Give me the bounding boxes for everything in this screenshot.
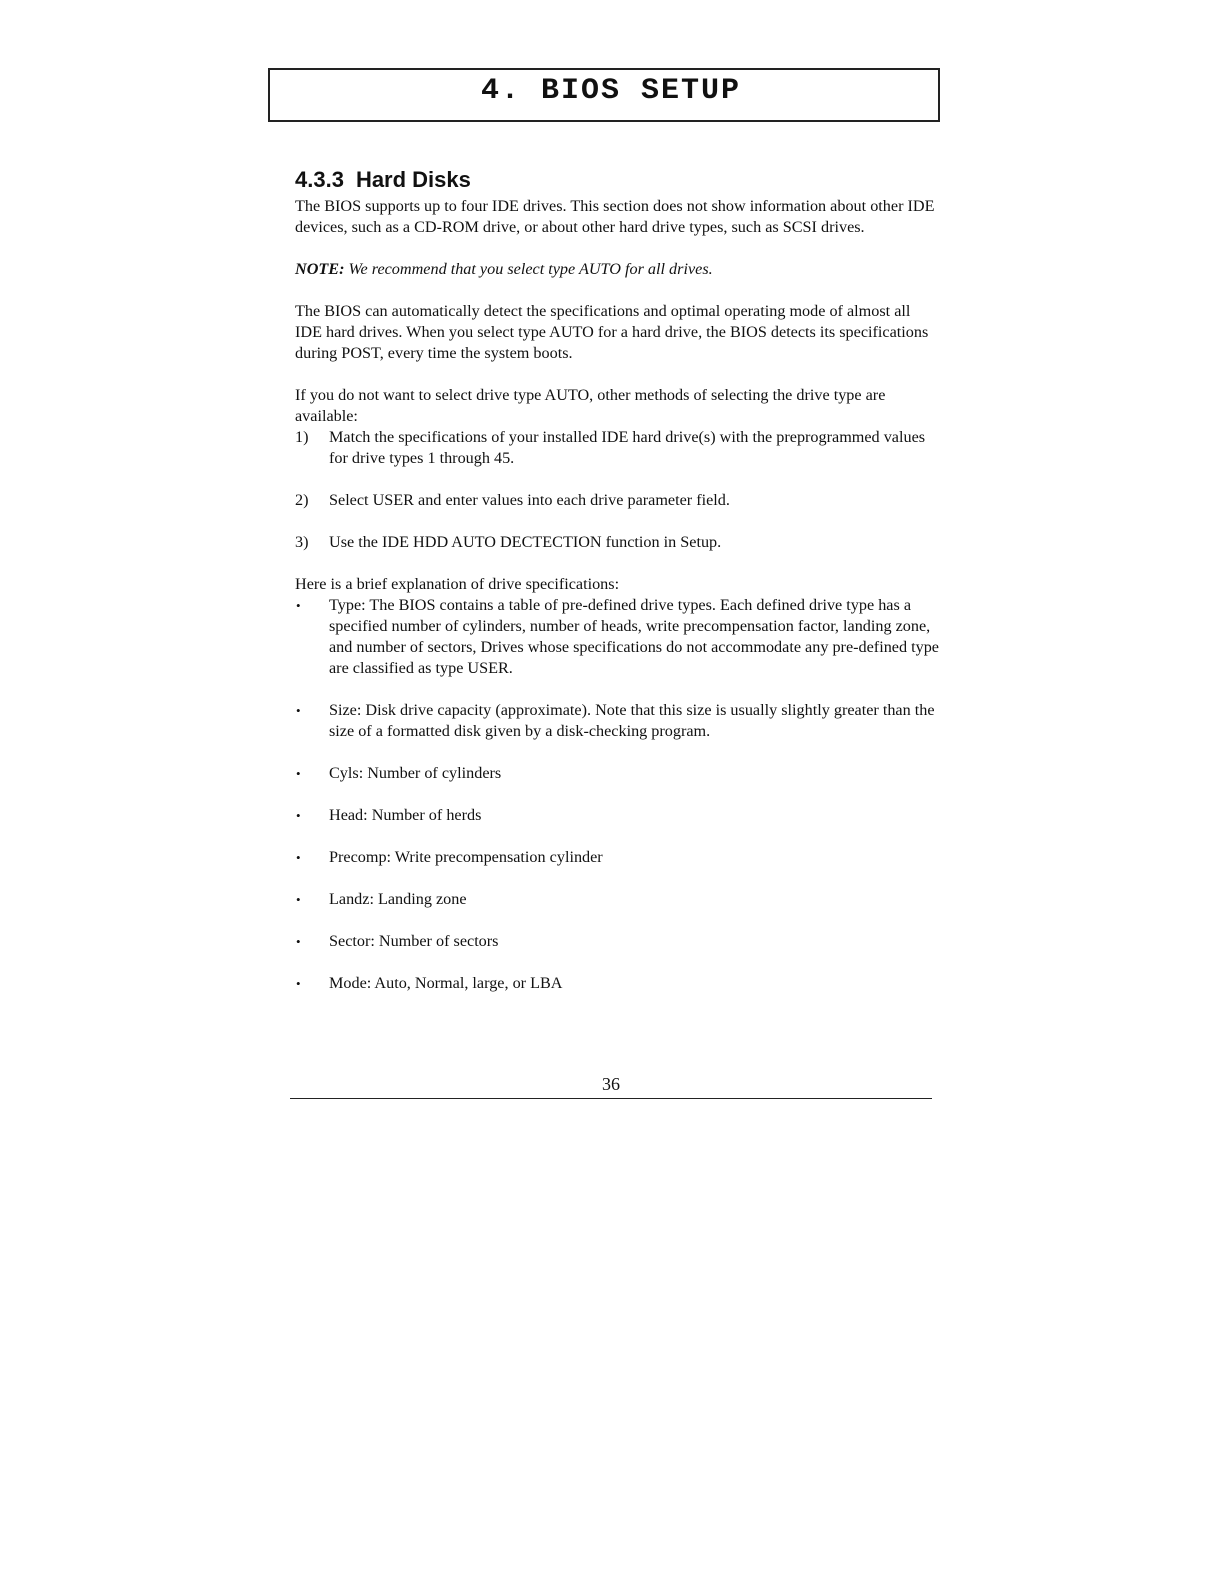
list-item [295,532,940,553]
spec-text: Size: Disk drive capacity (approximate). Note that this size is usually slightly greater than the size of a formatted disk given by a disk-checking program. [329,701,935,740]
step-number: 2) [295,491,309,509]
step-text: Select USER and enter values into each drive parameter field. [329,491,730,509]
step-text: Match the specifications of your installed IDE hard drive(s) with the preprogrammed values for drive types 1 through 45. [329,428,926,467]
chapter-title: 4. BIOS SETUP [480,74,742,108]
bullet-icon: • [296,808,301,823]
spec-text: Type: The BIOS contains a table of pre-defined drive types. Each defined drive type has a specified number of cylinders, number of heads, write precompensation factor, landing zone, and number of sectors, Drives whose specifications do not accommodate any pre-defined type are classified as type USER. [329,596,939,677]
list-item [295,805,940,826]
intro-paragraph: The BIOS supports up to four IDE drives. This section does not show information about other IDE devices, such as a CD-ROM drive, or about other hard drive types, such as SCSI drives. [295,197,935,236]
auto-detect-paragraph: The BIOS can automatically detect the specifications and optimal operating mode of almost all IDE hard drives. When you select type AUTO for a hard drive, the BIOS detects its specifications during POST, every time the system boots. [295,302,929,362]
bullet-icon: • [296,976,301,991]
methods-list [295,427,940,553]
note-paragraph [295,259,940,280]
spec-text: Head: Number of herds [329,806,482,824]
page-content [295,166,940,994]
bullet-icon: • [296,766,301,781]
list-item [295,973,940,994]
step-number: 3) [295,533,309,551]
list-item [295,847,940,868]
page-footer [290,1072,932,1099]
specs-intro-paragraph: Here is a brief explanation of drive specifications: [295,575,620,593]
bullet-icon: • [296,850,301,865]
spec-text: Cyls: Number of cylinders [329,764,502,782]
spec-text: Landz: Landing zone [329,890,467,908]
spec-text: Precomp: Write precompensation cylinder [329,848,603,866]
specs-list [295,595,940,994]
list-item [295,700,940,742]
bullet-icon: • [296,703,301,718]
list-item [295,889,940,910]
bullet-icon: • [296,598,301,613]
list-item [295,595,940,679]
section-number: 4.3.3 [295,167,344,192]
section-heading [295,166,940,194]
chapter-header-box [268,68,940,122]
list-item [295,763,940,784]
bullet-icon: • [296,892,301,907]
note-text: We recommend that you select type AUTO for all drives. [344,260,713,278]
list-item [295,931,940,952]
list-item [295,427,940,469]
section-title: Hard Disks [355,167,471,192]
step-number: 1) [295,428,309,446]
page-number: 36 [602,1074,620,1094]
bullet-icon: • [296,934,301,949]
note-label: NOTE: [295,260,345,278]
step-text: Use the IDE HDD AUTO DECTECTION function in Setup. [329,533,722,551]
methods-intro-paragraph: If you do not want to select drive type AUTO, other methods of selecting the drive type are available: [295,386,886,425]
spec-text: Mode: Auto, Normal, large, or LBA [329,974,563,992]
list-item [295,490,940,511]
spec-text: Sector: Number of sectors [329,932,499,950]
